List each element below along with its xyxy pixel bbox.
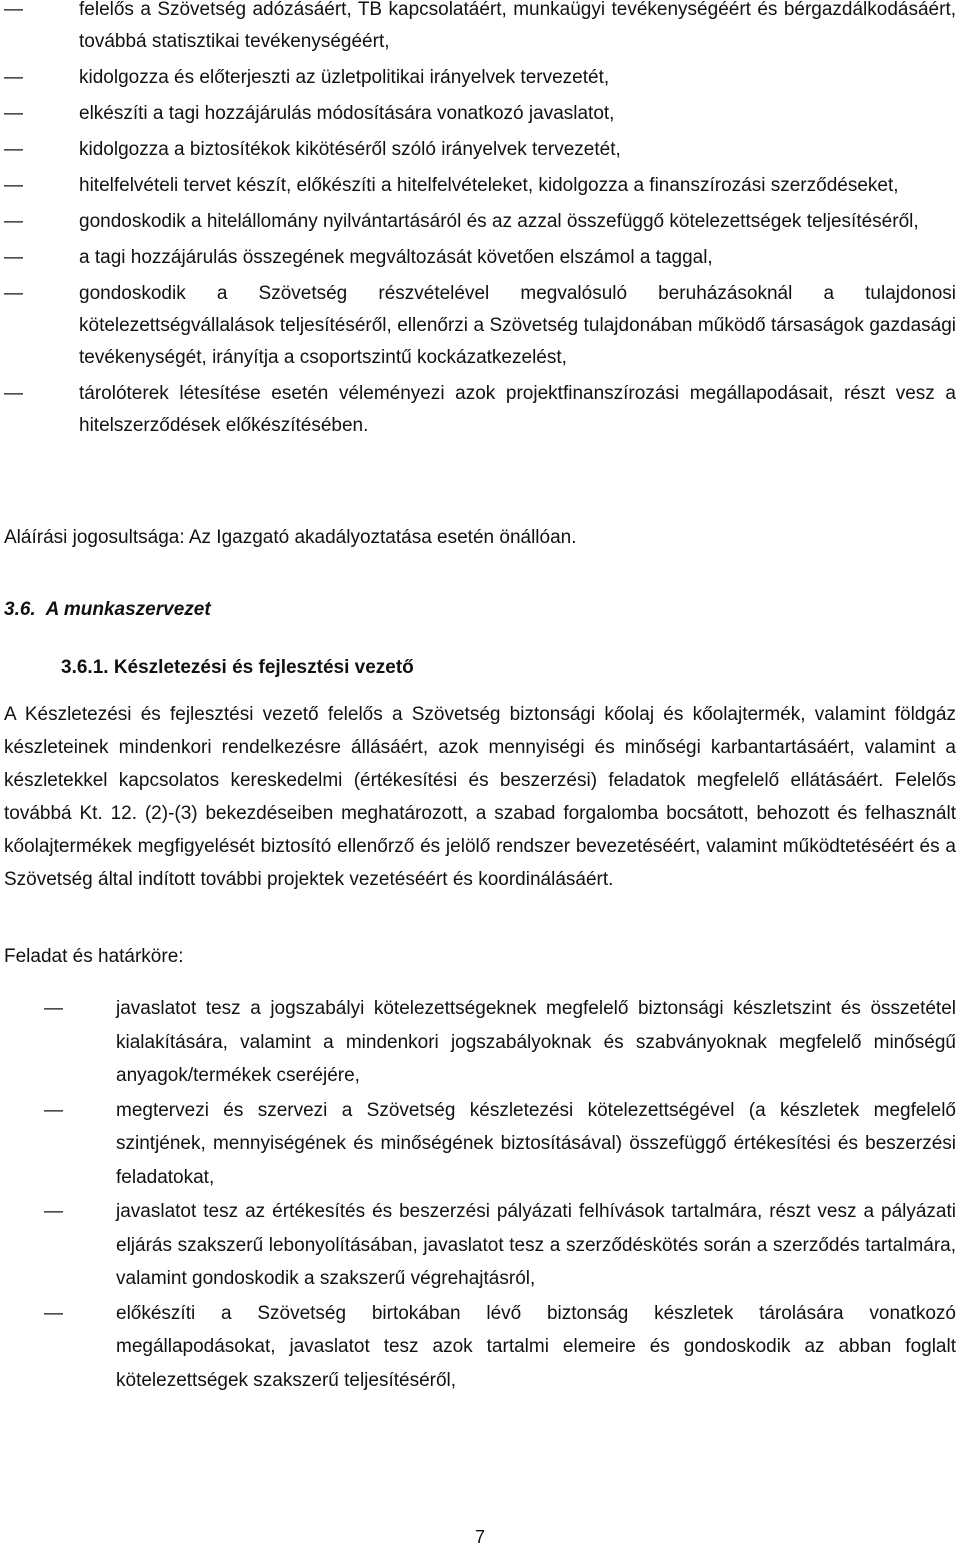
responsibility-list xyxy=(4,0,956,442)
dash-bullet: — xyxy=(44,1302,63,1324)
dash-bullet: — xyxy=(4,247,23,268)
list-item xyxy=(4,98,956,130)
tasks-list xyxy=(44,992,956,1397)
intro-paragraph: A Készletezési és fejlesztési vezető felelős a Szövetség biztonsági kőolaj és kőolajtermék, valamint földgáz készleteinek mindenkori rendelkezésre állásáért, azok mennyiségi és minőségi karbantartásáért, valamint a készletekkel kapcsolatos kereskedelmi (értékesítési és beszerzési) feladatok megfelelő ellátásáért. Felelős továbbá Kt. 12. (2)-(3) bekezdéseiben meghatározott, a szabad forgalomba bocsátott, behozott és felhasznált kőolajtermékek megfigyelését biztosító ellenőrző és jelölő rendszer bevezetéséért, valamint működtetéséért és a Szövetség által indított további projektek vezetéséért és koordinálásáért. xyxy=(4,704,956,890)
list-item-text: kidolgozza a biztosítékok kikötéséről szóló irányelvek tervezetét, xyxy=(79,139,621,160)
list-item-text: kidolgozza és előterjeszti az üzletpolitikai irányelvek tervezetét, xyxy=(79,67,610,88)
list-item-text: a tagi hozzájárulás összegének megváltozását követően elszámol a taggal, xyxy=(79,247,713,268)
list-item xyxy=(4,62,956,94)
tasks-label: Feladat és határköre: xyxy=(4,946,184,967)
dash-bullet: — xyxy=(4,175,23,196)
list-item xyxy=(4,206,956,238)
dash-bullet: — xyxy=(44,1099,63,1121)
subsection-heading xyxy=(61,652,960,684)
dash-bullet: — xyxy=(4,283,23,304)
dash-bullet: — xyxy=(4,0,23,20)
list-item xyxy=(44,1195,956,1296)
subsection-title: Készletezési és fejlesztési vezető xyxy=(113,657,414,678)
list-item-text: gondoskodik a Szövetség részvételével megvalósuló beruházásoknál a tulajdonosi kötelezettségvállalások teljesítéséről, ellenőrzi a Szövetség tulajdonában működő társaságok gazdasági tevékenységét, irányítja a csoportszintű kockázatkezelést, xyxy=(79,283,956,368)
list-item-text: tárolóterek létesítése esetén véleményezi azok projektfinanszírozási megállapodásait, részt vesz a hitelszerződések előkészítésében. xyxy=(79,383,956,436)
dash-bullet: — xyxy=(44,1201,63,1222)
list-item-text: megtervezi és szervezi a Szövetség készletezési kötelezettségével (a készletek megfelelő szintjének, mennyiségének és minőségének biztosításával) összefüggő értékesítési és beszerzési feladatokat, xyxy=(116,1099,956,1188)
dash-bullet: — xyxy=(4,103,23,124)
list-item xyxy=(4,378,956,442)
list-item xyxy=(4,242,956,274)
list-item xyxy=(44,992,956,1093)
list-item xyxy=(4,170,956,202)
list-item-text: felelős a Szövetség adózásáért, TB kapcsolatáért, munkaügyi tevékenységéért és bérgazdálkodásáért, továbbá statisztikai tevékenységéért, xyxy=(79,0,956,52)
list-item xyxy=(4,0,956,58)
dash-bullet: — xyxy=(44,998,63,1019)
list-item-text: javaslatot tesz az értékesítés és beszerzési pályázati felhívások tartalmára, részt vesz a pályázati eljárás szakszerű lebonyolításában, javaslatot tesz a szerződéskötés során a szerződés tartalmára, valamint gondoskodik a szakszerű végrehajtásról, xyxy=(116,1201,956,1289)
list-item-text: gondoskodik a hitelállomány nyilvántartásáról és az azzal összefüggő kötelezettségek teljesítéséről, xyxy=(79,211,919,232)
list-item-text: előkészíti a Szövetség birtokában lévő biztonság készletek tárolására vonatkozó megállapodásokat, javaslatot tesz azok tartalmi elemeire és gondoskodik az abban foglalt kötelezettségek szakszerű teljesítéséről, xyxy=(116,1302,956,1391)
list-item xyxy=(4,278,956,374)
page-number: 7 xyxy=(474,1527,485,1547)
list-item xyxy=(4,134,956,166)
dash-bullet: — xyxy=(4,383,23,404)
section-title: A munkaszervezet xyxy=(45,599,211,620)
dash-bullet: — xyxy=(4,139,23,160)
list-item xyxy=(44,1297,956,1398)
list-item-text: hitelfelvételi tervet készít, előkészíti a hitelfelvételeket, kidolgozza a finanszírozási szerződéseket, xyxy=(79,175,899,196)
dash-bullet: — xyxy=(4,211,23,232)
dash-bullet: — xyxy=(4,67,23,88)
list-item-text: elkészíti a tagi hozzájárulás módosítására vonatkozó javaslatot, xyxy=(79,103,615,124)
section-number: 3.6. xyxy=(4,599,36,620)
signature-authority-text: Aláírási jogosultsága: Az Igazgató akadályoztatása esetén önállóan. xyxy=(4,527,577,548)
section-heading xyxy=(4,594,956,626)
subsection-number: 3.6.1. xyxy=(61,657,109,678)
list-item xyxy=(44,1094,956,1195)
list-item-text: javaslatot tesz a jogszabályi kötelezettségeknek megfelelő biztonsági készletszint és összetétel kialakítására, valamint a mindenkori jogszabályoknak és szabványoknak megfelelő minőségű anyagok/termékek cseréjére, xyxy=(116,998,956,1086)
